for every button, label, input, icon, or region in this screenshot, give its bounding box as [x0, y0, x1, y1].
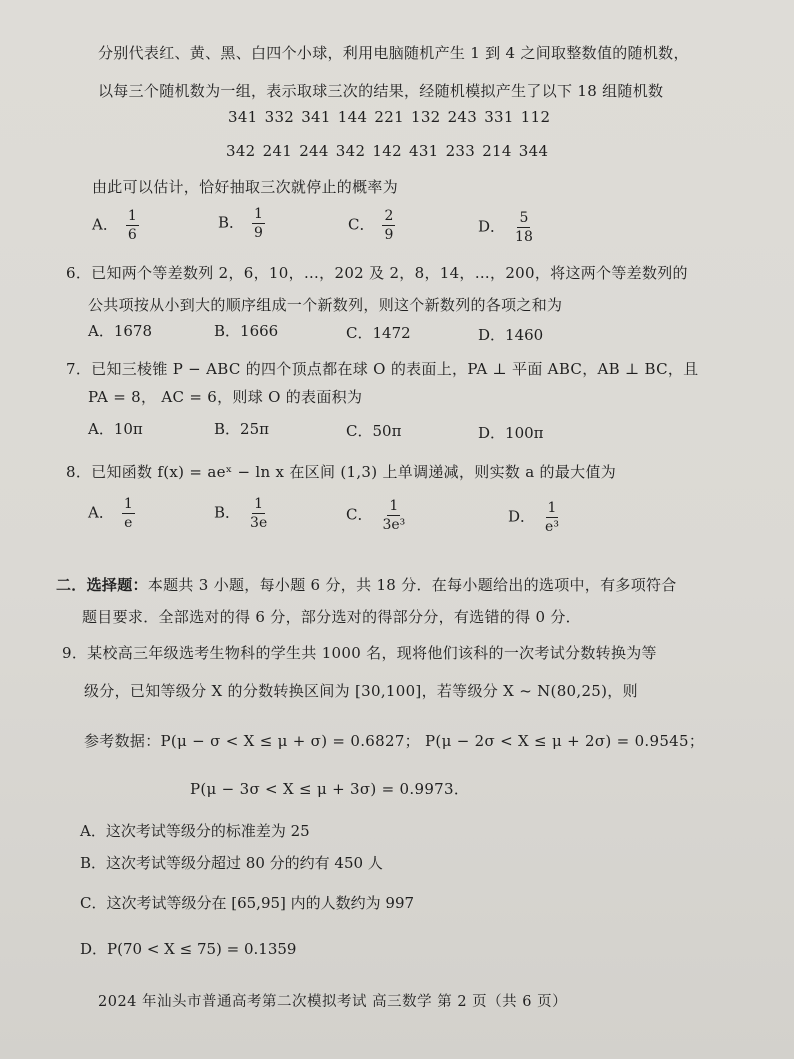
q5-option-d: D． $\frac{5}{18}$: [478, 210, 533, 245]
q7-text-line-2: PA = 8， AC = 6，则球 O 的表面积为: [88, 388, 363, 406]
q8-option-d: D． $\frac{1}{\text{e³}}$: [508, 500, 559, 535]
q9-reference-data-line-2: P(μ − 3σ < X ≤ μ + 3σ) = 0.9973．: [190, 780, 470, 798]
q8-option-c: C． $\frac{1}{\text{3e³}}$: [346, 498, 406, 533]
q9-reference-data-line-1: 参考数据：P(μ − σ < X ≤ μ + σ) = 0.6827； P(μ − 2σ < X ≤ μ + 2σ) = 0.9545；: [84, 732, 705, 750]
q9-option-b: B．这次考试等级分超过 80 分的约有 450 人: [80, 854, 383, 872]
page-footer: 2024 年汕头市普通高考第二次模拟考试 高三数学 第 2 页（共 6 页）: [98, 994, 568, 1010]
q6-option-a: A．1678: [88, 322, 153, 340]
q5-option-b: B． $\frac{1}{9}$: [218, 206, 263, 241]
q5-text-line-2: 以每三个随机数为一组，表示取球三次的结果，经随机模拟产生了以下 18 组随机数: [98, 82, 664, 100]
q8-option-b: B． $\frac{1}{3e}$: [214, 496, 268, 531]
q6-option-b: B．1666: [214, 322, 279, 340]
q6-option-c: C．1472: [346, 324, 411, 342]
q6-option-d: D．1460: [478, 326, 544, 344]
q9-option-c: C．这次考试等级分在 [65,95] 内的人数约为 997: [80, 894, 415, 912]
q7-option-d: D．100π: [478, 424, 544, 442]
q9-text-line-1: 9．某校高三年级选考生物科的学生共 1000 名，现将他们该科的一次考试分数转换为等: [62, 644, 657, 662]
section-2-heading: 二．选择题：: [56, 576, 148, 594]
q6-text-line-2: 公共项按从小到大的顺序组成一个新数列，则这个新数列的各项之和为: [88, 296, 563, 314]
q5-random-numbers-row-2: 342 241 244 342 142 431 233 214 344: [226, 142, 549, 160]
q6-text-line-1: 6．已知两个等差数列 2，6，10，…，202 及 2，8，14，…，200，将这两个等差数列的: [66, 264, 688, 282]
section-2-instructions: 本题共 3 小题，每小题 6 分，共 18 分．在每小题给出的选项中，有多项符合: [147, 576, 677, 594]
section-2-instructions-line-2: 题目要求．全部选对的得 6 分，部分选对的得部分分，有选错的得 0 分．: [82, 608, 581, 626]
q7-option-a: A．10π: [88, 420, 143, 438]
q7-option-c: C．50π: [346, 422, 402, 440]
q5-question-line: 由此可以估计，恰好抽取三次就停止的概率为: [92, 178, 399, 196]
q5-random-numbers-row-1: 341 332 341 144 221 132 243 331 112: [228, 108, 551, 126]
q5-text-line-1: 分别代表红、黄、黑、白四个小球，利用电脑随机产生 1 到 4 之间取整数值的随机数，: [98, 44, 689, 62]
q9-option-a: A．这次考试等级分的标准差为 25: [80, 822, 310, 840]
q9-text-line-2: 级分，已知等级分 X 的分数转换区间为 [30,100]，若等级分 X ~ N(80,25)，则: [84, 682, 638, 700]
q8-option-a: A． $\frac{1}{e}$: [88, 496, 133, 531]
q5-option-c: C． $\frac{2}{9}$: [348, 208, 394, 243]
q8-text-line-1: 8．已知函数 f(x) = aeˣ − ln x 在区间 (1,3) 上单调递减，则实数 a 的最大值为: [66, 463, 617, 481]
q9-option-d: D．P(70 < X ≤ 75) = 0.1359: [80, 940, 297, 958]
q5-option-a: A． $\frac{1}{6}$: [92, 208, 137, 243]
section-2-heading-line: [56, 574, 677, 595]
q7-option-b: B．25π: [214, 420, 269, 438]
q7-text-line-1: 7．已知三棱锥 P − ABC 的四个顶点都在球 O 的表面上，PA ⊥ 平面 ABC，AB ⊥ BC，且: [66, 360, 699, 378]
